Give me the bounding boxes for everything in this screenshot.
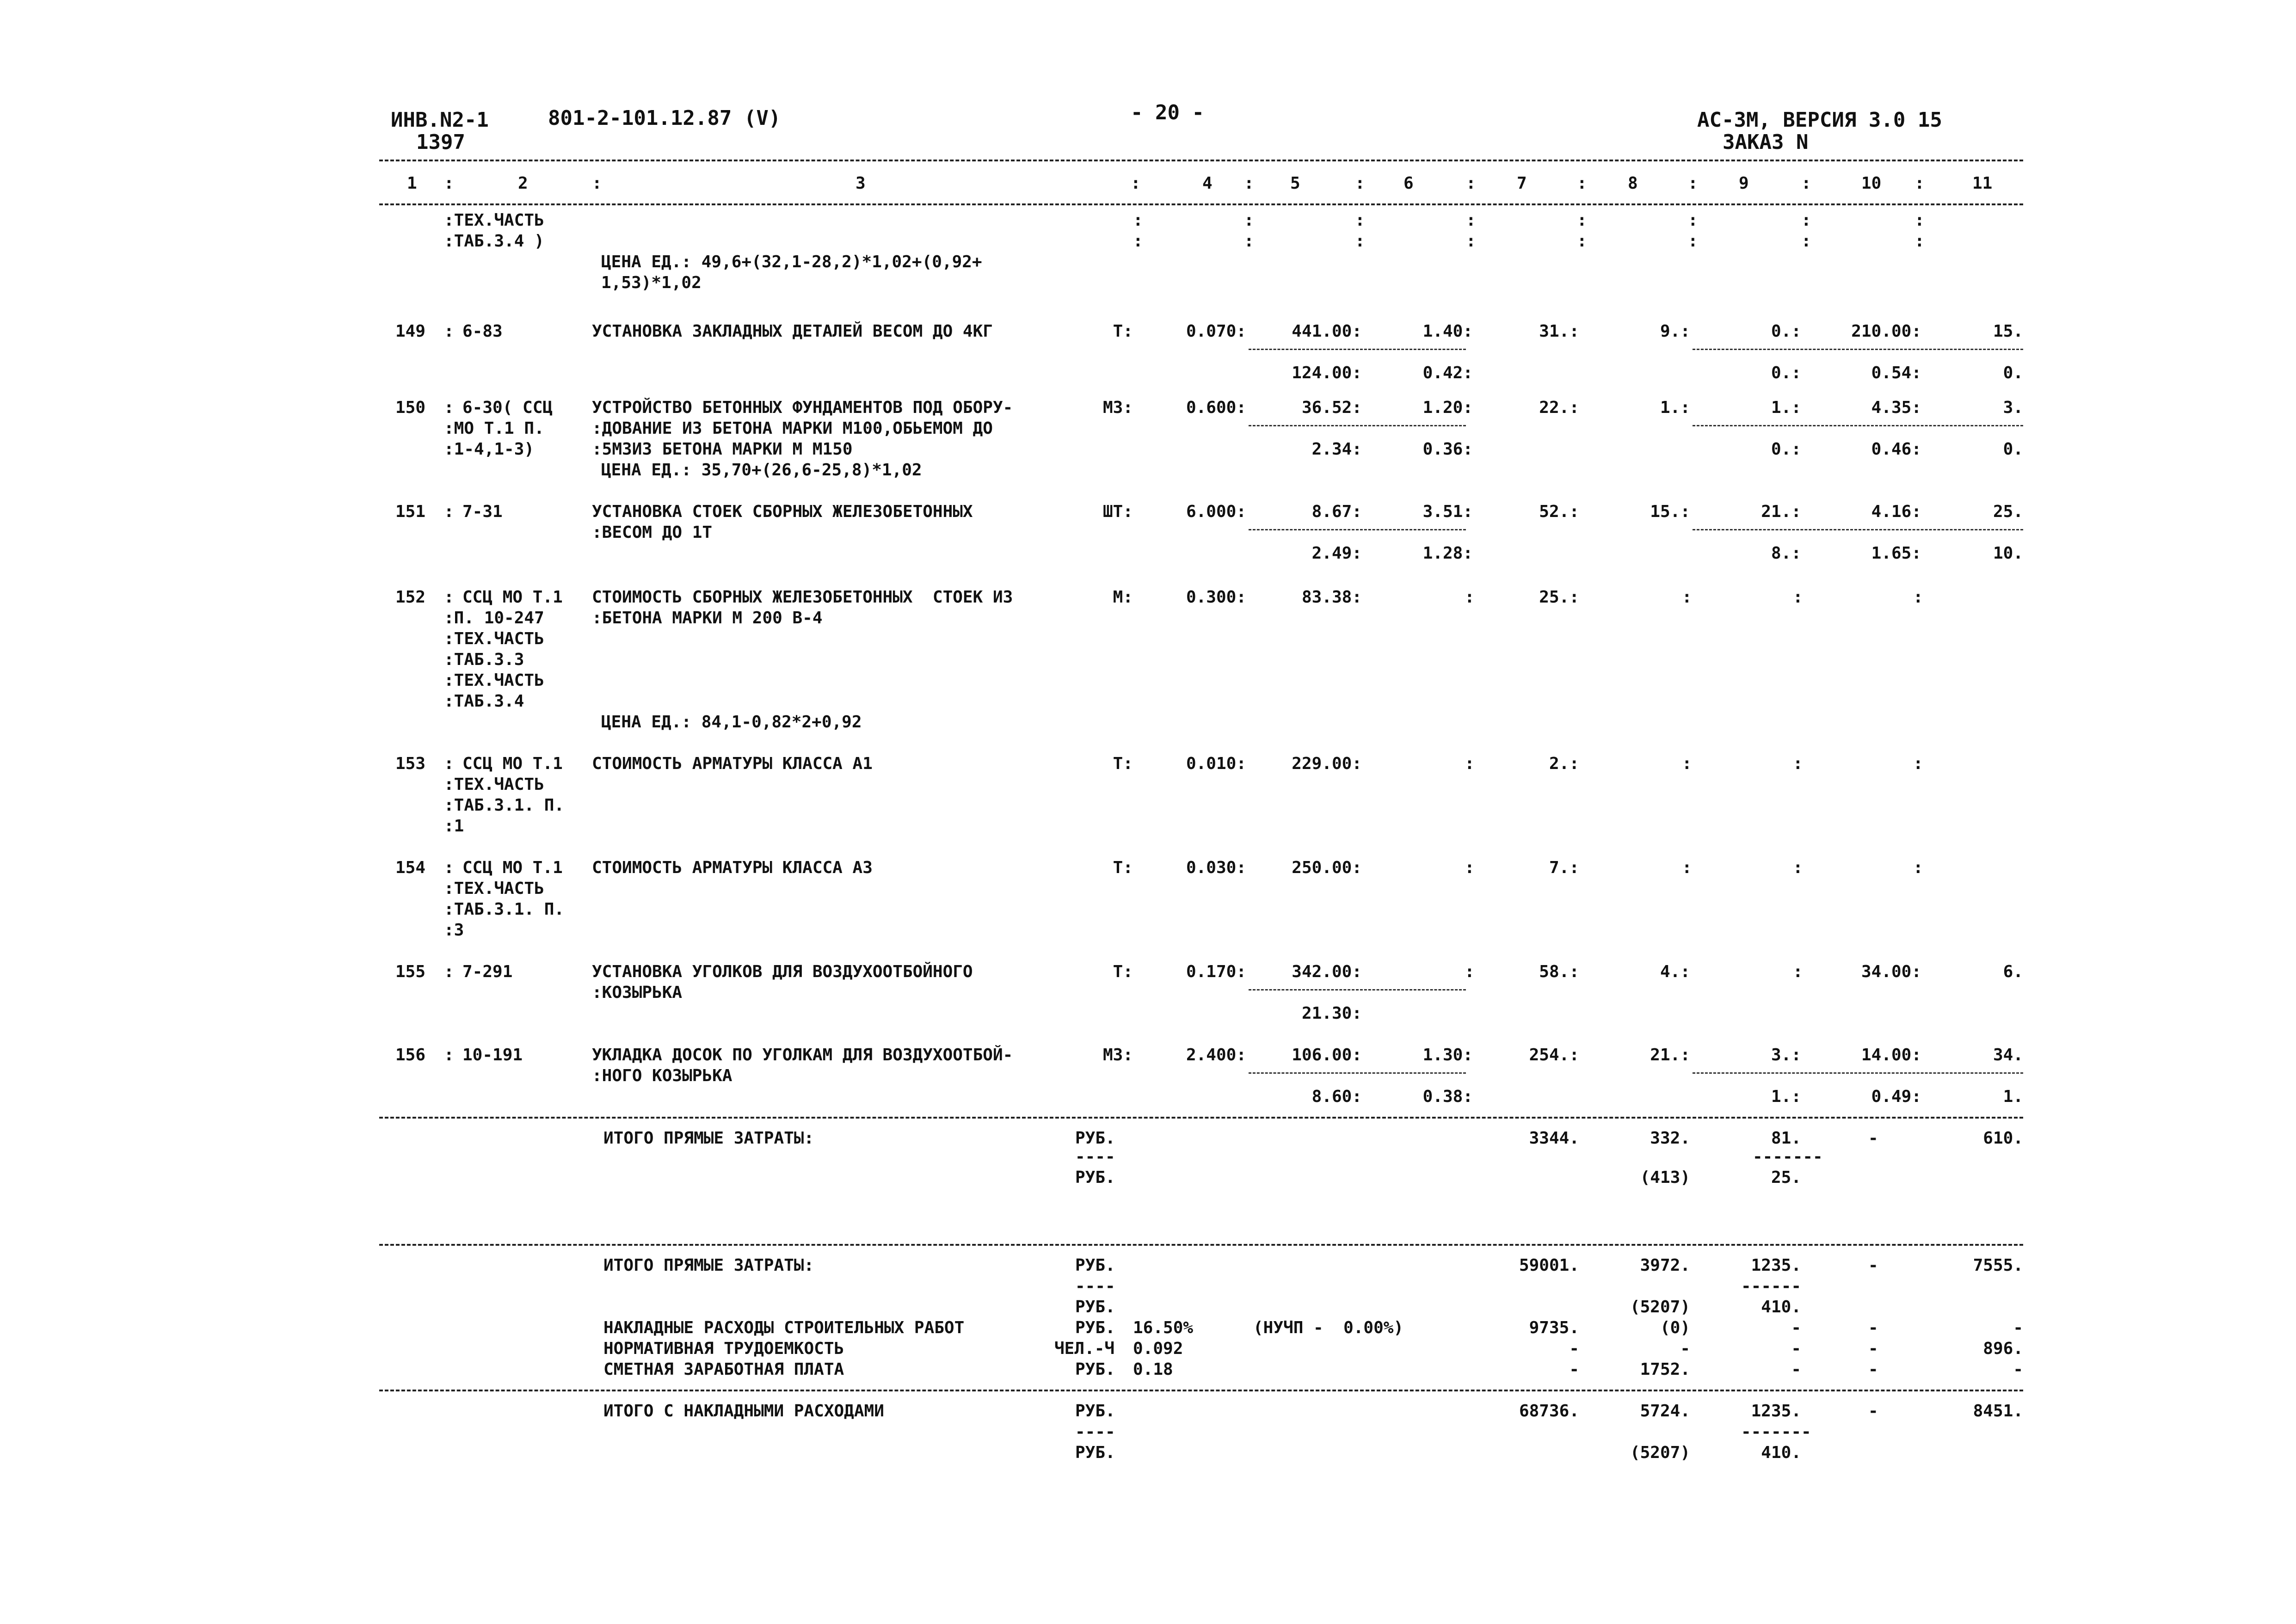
cell-p5: 441.00: [1292, 322, 1362, 341]
column-separator: : [1801, 232, 1811, 251]
row-number: 154 [395, 858, 425, 877]
cell-c11-sub: 1. [2003, 1087, 2023, 1106]
column-separator: : [1793, 754, 1803, 773]
cell-p5-sub: 2.49: [1311, 544, 1362, 563]
unit: МЗ: [1102, 1046, 1133, 1064]
overhead-rate: 16.50% [1133, 1318, 1194, 1337]
rate-code: 7-31 [462, 502, 503, 521]
cell-c7: 7.: [1549, 858, 1579, 877]
cell-p5-sub: 21.30: [1301, 1004, 1362, 1023]
total-with-overhead-c10: - [1868, 1402, 1878, 1421]
rate-code: :ТАБ.3.3 [444, 650, 524, 669]
rate-code: :ТЕХ.ЧАСТЬ [444, 775, 544, 794]
column-separator: : [1577, 232, 1587, 251]
unit: Т: [1113, 962, 1133, 981]
total-direct-unit2: РУБ. [1075, 1298, 1115, 1316]
rate-code: :ТАБ.3.1. П. [444, 900, 565, 919]
cell-c7: 58.: [1539, 962, 1579, 981]
cell-c8: 9.: [1660, 322, 1690, 341]
cell-c10-sub: 0.46: [1871, 440, 1921, 459]
column-separator: : [1913, 588, 1923, 607]
cell-c11-sub: 10. [1993, 544, 2023, 563]
cell-qty: 6.000: [1186, 502, 1246, 521]
cell-p6: 1.30: [1422, 1046, 1473, 1064]
work-description: ЦЕНА ЕД.: 84,1-0,82*2+0,92 [601, 713, 862, 732]
cell-c9-sub: 1.: [1771, 1087, 1801, 1106]
total-with-overhead-c9-underline: ------- [1741, 1422, 1811, 1441]
column-separator: : [1793, 962, 1803, 981]
work-description: :5МЗИЗ БЕТОНА МАРКИ М М150 [592, 440, 853, 459]
cell-p5: 106.00: [1292, 1046, 1362, 1064]
order-label: ЗАКАЗ N [1723, 130, 1809, 154]
subtotal-unit2: РУБ. [1075, 1168, 1115, 1187]
column-separator: : [1131, 174, 1141, 193]
column-separator: : [1355, 211, 1365, 230]
unit: Т: [1113, 322, 1133, 341]
column-separator: : [1682, 858, 1692, 877]
column-separator: : [1465, 754, 1475, 773]
work-description: УСТАНОВКА ЗАКЛАДНЫХ ДЕТАЛЕЙ ВЕСОМ ДО 4КГ [592, 322, 993, 341]
cell-p5: 8.67: [1311, 502, 1362, 521]
work-description: :ВЕСОМ ДО 1Т [592, 523, 713, 542]
column-separator: : [1465, 858, 1475, 877]
sub-rule [1249, 529, 1466, 530]
inventory-number: ИНВ.N2-1 [391, 108, 489, 132]
column-header-9: 9 [1739, 174, 1749, 193]
rate-code: :1 [444, 817, 464, 836]
cell-c11-sub: 0. [2003, 363, 2023, 382]
column-separator: : [444, 398, 454, 417]
cell-p5: 342.00: [1292, 962, 1362, 981]
cell-c9: 0.: [1771, 322, 1801, 341]
total-direct-unit: РУБ. [1075, 1256, 1115, 1275]
work-description: ЦЕНА ЕД.: 49,6+(32,1-28,2)*1,02+(0,92+ [601, 252, 982, 271]
cell-qty: 2.400: [1186, 1046, 1246, 1064]
work-description: СТОИМОСТЬ АРМАТУРЫ КЛАССА А3 [592, 858, 873, 877]
wage-c8: 1752. [1640, 1360, 1690, 1379]
cell-c7: 2.: [1549, 754, 1579, 773]
work-description: УКЛАДКА ДОСОК ПО УГОЛКАМ ДЛЯ ВОЗДУХООТБОЙ- [592, 1046, 1013, 1064]
sub-rule [1693, 1072, 2023, 1074]
column-separator: : [1133, 232, 1143, 251]
page-number: - 20 - [1131, 101, 1204, 124]
rate-code: :ТЕХ.ЧАСТЬ [444, 629, 544, 648]
subtotal-c9: 81. [1771, 1129, 1801, 1148]
column-separator: : [1793, 588, 1803, 607]
cell-qty: 0.070: [1186, 322, 1246, 341]
cell-c9-sub: 0.: [1771, 363, 1801, 382]
labor-rate: 0.092 [1133, 1339, 1183, 1358]
cell-p5-sub: 124.00: [1292, 363, 1362, 382]
cell-c11: 15. [1993, 322, 2023, 341]
column-separator: : [1914, 232, 1925, 251]
column-separator: : [444, 962, 454, 981]
row-number: 149 [395, 322, 425, 341]
column-separator: : [592, 174, 602, 193]
subtotal-c8: 332. [1650, 1129, 1690, 1148]
cell-p5-sub: 8.60: [1311, 1087, 1362, 1106]
work-description: СТОИМОСТЬ АРМАТУРЫ КЛАССА А1 [592, 754, 873, 773]
cell-c10-sub: 1.65: [1871, 544, 1921, 563]
cell-qty: 0.010: [1186, 754, 1246, 773]
total-with-overhead-c11: 8451. [1973, 1402, 2023, 1421]
total-direct-c9-underline: ------ [1741, 1277, 1802, 1296]
sub-rule [1249, 989, 1466, 990]
total-direct-c7: 59001. [1519, 1256, 1579, 1275]
top-rule [379, 160, 2023, 161]
work-description: УСТРОЙСТВО БЕТОННЫХ ФУНДАМЕНТОВ ПОД ОБОРУ- [592, 398, 1013, 417]
cell-c9: 21.: [1761, 502, 1801, 521]
sub-rule [1249, 1072, 1466, 1074]
overhead-c8: (0) [1660, 1318, 1690, 1337]
work-description: УСТАНОВКА УГОЛКОВ ДЛЯ ВОЗДУХООТБОЙНОГО [592, 962, 973, 981]
subtotal-underline: ---- [1075, 1147, 1115, 1166]
column-separator: : [1913, 754, 1923, 773]
wage-label: СМЕТНАЯ ЗАРАБОТНАЯ ПЛАТА [603, 1360, 844, 1379]
inventory-number-2: 1397 [416, 130, 465, 154]
sub-rule [1249, 425, 1466, 426]
rate-code: 6-30( ССЦ [462, 398, 553, 417]
wage-rate: 0.18 [1133, 1360, 1173, 1379]
cell-c7: 31.: [1539, 322, 1579, 341]
subtotal-c11: 610. [1983, 1129, 2023, 1148]
cell-c9: 3.: [1771, 1046, 1801, 1064]
column-separator: : [1466, 232, 1476, 251]
total-with-overhead-c7: 68736. [1519, 1402, 1579, 1421]
labor-c10: - [1868, 1339, 1878, 1358]
column-header-6: 6 [1403, 174, 1414, 193]
column-separator: : [1355, 232, 1365, 251]
cell-c10-sub: 0.49: [1871, 1087, 1921, 1106]
column-separator: : [444, 502, 454, 521]
rate-code: :3 [444, 921, 464, 940]
overhead-c11: - [2013, 1318, 2023, 1337]
unit: ШТ: [1102, 502, 1133, 521]
subtotal-c9-sub: 25. [1771, 1168, 1801, 1187]
sub-rule [1693, 529, 2023, 530]
cell-qty: 0.030: [1186, 858, 1246, 877]
row-number: 152 [395, 588, 425, 607]
cell-p5: 83.38: [1301, 588, 1362, 607]
cell-c7: 25.: [1539, 588, 1579, 607]
total-with-overhead-unit2: РУБ. [1075, 1443, 1115, 1462]
cell-c10: 4.35: [1871, 398, 1921, 417]
column-separator: : [1577, 174, 1587, 193]
labor-c9: - [1791, 1339, 1801, 1358]
work-description: :КОЗЫРЬКА [592, 983, 683, 1002]
column-header-3: 3 [856, 174, 866, 193]
subtotal-c8-sub: (413) [1640, 1168, 1690, 1187]
column-header-5: 5 [1290, 174, 1300, 193]
totals-rule [379, 1244, 2023, 1246]
column-header-11: 11 [1972, 174, 1993, 193]
total-with-overhead-underline: ---- [1075, 1422, 1115, 1441]
column-header-4: 4 [1202, 174, 1213, 193]
column-header-7: 7 [1517, 174, 1527, 193]
total-direct-c9-sub: 410. [1761, 1298, 1801, 1316]
cell-c7: 22.: [1539, 398, 1579, 417]
column-separator: : [1801, 211, 1811, 230]
column-separator: : [1914, 211, 1925, 230]
cell-c9-sub: 8.: [1771, 544, 1801, 563]
subtotal-c10: - [1868, 1129, 1878, 1148]
cell-c8: 21.: [1650, 1046, 1690, 1064]
row-number: 155 [395, 962, 425, 981]
column-separator: : [1465, 588, 1475, 607]
labor-label: НОРМАТИВНАЯ ТРУДОЕМКОСТЬ [603, 1339, 844, 1358]
column-separator: : [1913, 858, 1923, 877]
unit: Т: [1113, 858, 1133, 877]
cell-qty: 0.600: [1186, 398, 1246, 417]
labor-c11: 896. [1983, 1339, 2023, 1358]
rate-code: ССЦ МО Т.1 [462, 858, 563, 877]
subtotal-unit: РУБ. [1075, 1129, 1115, 1148]
unit: МЗ: [1102, 398, 1133, 417]
total-direct-c11: 7555. [1973, 1256, 2023, 1275]
total-with-overhead-label: ИТОГО С НАКЛАДНЫМИ РАСХОДАМИ [603, 1402, 884, 1421]
cell-c7: 52.: [1539, 502, 1579, 521]
total-with-overhead-unit: РУБ. [1075, 1402, 1115, 1421]
cell-c8: 4.: [1660, 962, 1690, 981]
total-with-overhead-c8-sub: (5207) [1630, 1443, 1690, 1462]
work-description: 1,53)*1,02 [601, 273, 702, 292]
rate-code: :П. 10-247 [444, 609, 544, 627]
rate-code: :ТЕХ.ЧАСТЬ [444, 879, 544, 898]
column-separator: : [1244, 232, 1254, 251]
rate-code: ССЦ МО Т.1 [462, 754, 563, 773]
column-separator: : [1577, 211, 1587, 230]
sub-rule [1693, 425, 2023, 426]
cell-c11: 6. [2003, 962, 2023, 981]
work-description: УСТАНОВКА СТОЕК СБОРНЫХ ЖЕЛЕЗОБЕТОННЫХ [592, 502, 973, 521]
wage-c7: - [1569, 1360, 1579, 1379]
total-direct-c8-sub: (5207) [1630, 1298, 1690, 1316]
column-header-1: 1 [407, 174, 417, 193]
document-code: 801-2-101.12.87 (V) [548, 106, 781, 130]
total-with-overhead-c8: 5724. [1640, 1402, 1690, 1421]
column-separator: : [1801, 174, 1811, 193]
rate-code: 7-291 [462, 962, 513, 981]
cell-c11: 3. [2003, 398, 2023, 417]
work-description: СТОИМОСТЬ СБОРНЫХ ЖЕЛЕЗОБЕТОННЫХ СТОЕК ИЗ [592, 588, 1013, 607]
column-header-10: 10 [1861, 174, 1882, 193]
rate-code: :ТЕХ.ЧАСТЬ [444, 211, 544, 230]
column-separator: : [444, 174, 454, 193]
cell-c10: 210.00: [1851, 322, 1921, 341]
rate-code: :МО Т.1 П. [444, 419, 544, 438]
cell-p6: 1.20: [1422, 398, 1473, 417]
column-separator: : [444, 1046, 454, 1064]
cell-c10: 34.00: [1861, 962, 1921, 981]
wage-unit: РУБ. [1075, 1360, 1115, 1379]
sub-rule [1693, 349, 2023, 350]
wage-c11: - [2013, 1360, 2023, 1379]
column-separator: : [1465, 962, 1475, 981]
cell-p5: 250.00: [1292, 858, 1362, 877]
overhead-c9: - [1791, 1318, 1801, 1337]
labor-c8: - [1680, 1339, 1690, 1358]
cell-p6-sub: 0.36: [1422, 440, 1473, 459]
column-separator: : [1133, 211, 1143, 230]
work-description: :ДОВАНИЕ ИЗ БЕТОНА МАРКИ М100,ОБЬЕМОМ ДО [592, 419, 993, 438]
cell-p6-sub: 0.38: [1422, 1087, 1473, 1106]
column-separator: : [444, 588, 454, 607]
cell-c11: 34. [1993, 1046, 2023, 1064]
labor-c7: - [1569, 1339, 1579, 1358]
column-separator: : [1793, 858, 1803, 877]
overhead-unit: РУБ. [1075, 1318, 1115, 1337]
wage-c9: - [1791, 1360, 1801, 1379]
column-header-8: 8 [1628, 174, 1638, 193]
sub-rule [1249, 349, 1466, 350]
cell-c11-sub: 0. [2003, 440, 2023, 459]
overhead-label: НАКЛАДНЫЕ РАСХОДЫ СТРОИТЕЛЬНЫХ РАБОТ [603, 1318, 965, 1337]
cell-c11: 25. [1993, 502, 2023, 521]
row-number: 150 [395, 398, 425, 417]
subtotal-c9-underline: ------- [1753, 1147, 1823, 1166]
cell-c8: 15.: [1650, 502, 1690, 521]
rate-code: :ТЕХ.ЧАСТЬ [444, 671, 544, 690]
column-separator: : [1914, 174, 1925, 193]
cell-p6-sub: 0.42: [1422, 363, 1473, 382]
total-direct-c9: 1235. [1751, 1256, 1801, 1275]
cell-qty: 0.170: [1186, 962, 1246, 981]
work-description: :НОГО КОЗЫРЬКА [592, 1066, 733, 1085]
column-separator: : [1244, 174, 1254, 193]
column-separator: : [1466, 174, 1476, 193]
subtotal-c7: 3344. [1529, 1129, 1579, 1148]
total-direct-label: ИТОГО ПРЯМЫЕ ЗАТРАТЫ: [603, 1256, 814, 1275]
cell-c10: 14.00: [1861, 1046, 1921, 1064]
cell-p6: 3.51: [1422, 502, 1473, 521]
cell-c8: 1.: [1660, 398, 1690, 417]
cell-c9-sub: 0.: [1771, 440, 1801, 459]
cell-p5: 229.00: [1292, 754, 1362, 773]
total-direct-c8: 3972. [1640, 1256, 1690, 1275]
column-separator: : [444, 754, 454, 773]
rate-code: :ТАБ.3.1. П. [444, 796, 565, 815]
work-description: :БЕТОНА МАРКИ М 200 В-4 [592, 609, 823, 627]
subtotal-rule [379, 1117, 2023, 1119]
row-number: 151 [395, 502, 425, 521]
cell-c9: 1.: [1771, 398, 1801, 417]
total-direct-underline: ---- [1075, 1277, 1115, 1296]
row-number: 153 [395, 754, 425, 773]
cell-p5: 36.52: [1301, 398, 1362, 417]
overhead-c10: - [1868, 1318, 1878, 1337]
total-with-overhead-c9: 1235. [1751, 1402, 1801, 1421]
column-separator: : [1688, 232, 1698, 251]
column-separator: : [1688, 211, 1698, 230]
column-separator: : [444, 858, 454, 877]
rate-code: 6-83 [462, 322, 503, 341]
rate-code: :ТАБ.3.4 [444, 692, 524, 711]
column-separator: : [1682, 588, 1692, 607]
program-version: АС-ЗМ, ВЕРСИЯ 3.0 15 [1697, 108, 1942, 132]
rate-code: 10-191 [462, 1046, 523, 1064]
column-separator: : [1355, 174, 1365, 193]
cell-qty: 0.300: [1186, 588, 1246, 607]
total-with-overhead-c9-sub: 410. [1761, 1443, 1801, 1462]
rate-code: ССЦ МО Т.1 [462, 588, 563, 607]
column-header-2: 2 [518, 174, 528, 193]
rate-code: :1-4,1-3) [444, 440, 535, 459]
cell-p6: 1.40: [1422, 322, 1473, 341]
column-separator: : [1466, 211, 1476, 230]
labor-unit: ЧЕЛ.-Ч [1054, 1339, 1115, 1358]
cell-p5-sub: 2.34: [1311, 440, 1362, 459]
subtotal-label: ИТОГО ПРЯМЫЕ ЗАТРАТЫ: [603, 1129, 814, 1148]
final-rule [379, 1390, 2023, 1391]
work-description: ЦЕНА ЕД.: 35,70+(26,6-25,8)*1,02 [601, 461, 922, 480]
cell-c10-sub: 0.54: [1871, 363, 1921, 382]
cell-p6-sub: 1.28: [1422, 544, 1473, 563]
wage-c10: - [1868, 1360, 1878, 1379]
column-separator: : [1688, 174, 1698, 193]
unit: Т: [1113, 754, 1133, 773]
column-separator: : [444, 322, 454, 341]
overhead-c7: 9735. [1529, 1318, 1579, 1337]
column-separator: : [1244, 211, 1254, 230]
row-number: 156 [395, 1046, 425, 1064]
cell-c7: 254.: [1529, 1046, 1579, 1064]
unit: М: [1113, 588, 1133, 607]
total-direct-c10: - [1868, 1256, 1878, 1275]
overhead-note: (НУЧП - 0.00%) [1253, 1318, 1404, 1337]
header-rule-bottom [379, 203, 2023, 205]
column-separator: : [1682, 754, 1692, 773]
cell-c10: 4.16: [1871, 502, 1921, 521]
rate-code: :ТАБ.3.4 ) [444, 232, 544, 251]
